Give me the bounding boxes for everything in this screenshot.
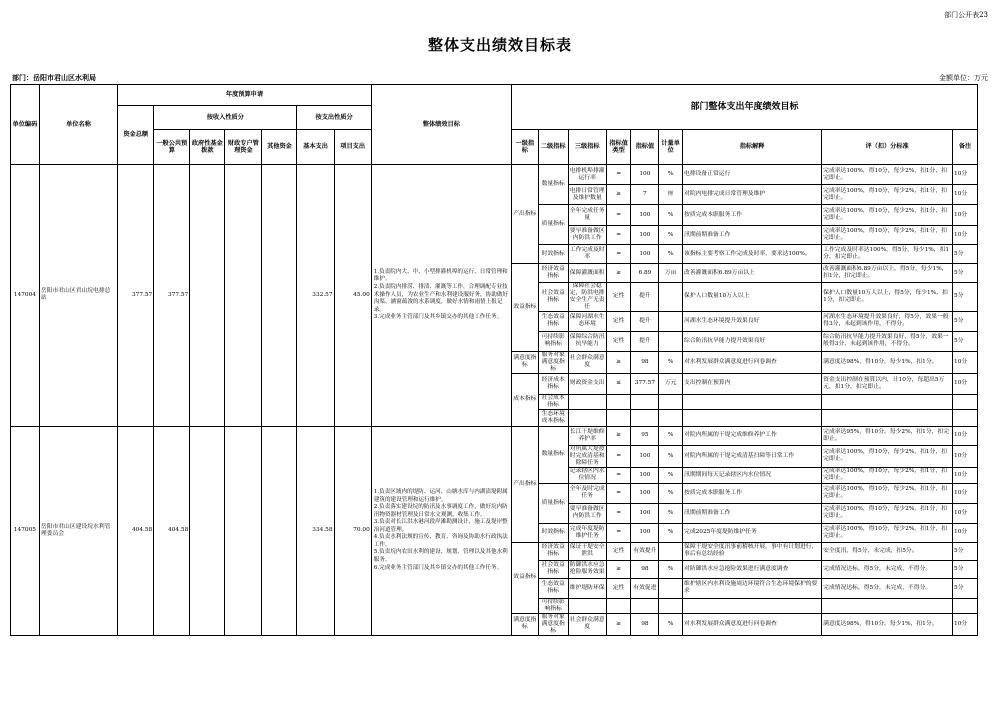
munit-cell: 座: [659, 185, 683, 205]
value-cell: 有效提升: [631, 542, 659, 560]
l3-cell: 保障灌溉面积: [568, 264, 606, 283]
header-code: 单位编码: [11, 85, 40, 165]
l2-cell: 可持续影响指标: [538, 598, 568, 613]
value-cell: 100: [631, 226, 659, 245]
vtype-cell: ≤: [606, 373, 631, 394]
explain-cell: 支出控制在预算内: [683, 373, 822, 394]
header-general: 一般公共预算: [154, 130, 190, 165]
l1-cell: 产出指标: [511, 165, 538, 264]
vtype-cell: ≥: [606, 264, 631, 283]
l2-cell: 生态环境成本指标: [538, 409, 568, 426]
explain-cell: 保障干堤安全度汛事前稽核开展，事中有计划进行，事后有总结经验: [683, 542, 822, 560]
unit-name-cell: 岳阳市君山区君山垸电排总站: [39, 165, 117, 427]
l3-cell: 防御洪水应急抢险服务效果: [568, 560, 606, 578]
vtype-cell: =: [606, 445, 631, 467]
munit-cell: %: [659, 445, 683, 467]
note-cell: 10分: [953, 613, 978, 635]
standard-cell: 保护人口数量10万人以上，得5分，每少1%，扣1分，扣完即止。: [822, 283, 953, 312]
explain-cell: 完成2025年度堤防维护任务: [683, 523, 822, 542]
value-cell: 377.57: [631, 373, 659, 394]
l2-cell: 时效指标: [538, 245, 568, 264]
vtype-cell: 定性: [606, 578, 631, 598]
munit-cell: [659, 283, 683, 312]
munit-cell: %: [659, 560, 683, 578]
vtype-cell: =: [606, 165, 631, 185]
header-name: 单位名称: [39, 85, 117, 165]
explain-cell: 改善灌溉面积6.89万亩以上: [683, 264, 822, 283]
note-cell: [953, 598, 978, 613]
vtype-cell: ≥: [606, 185, 631, 205]
header-perf-goal: 部门整体支出年度绩效目标: [511, 85, 977, 130]
l3-cell: 记录辖区内水位情况: [569, 468, 605, 482]
explain-cell: 汛期期间每天记录辖区内水位情况: [683, 467, 822, 483]
note-cell: [953, 409, 978, 426]
vtype-cell: 定性: [606, 542, 631, 560]
overall-goal-cell: 1.负责院内大、中、小型排灌机埠的运行、日常管理和维护。 2.负责院内排涝、排渍、灌溉等工作，合理调配专业技术操作人员，为农业生产和水利建设服好务，协助做好沟渠、涵窗疏浚的水系调度，做好水情和雨情上报记录。 3.完成业务主管部门及其乡镇交办的其他工作任务。: [371, 165, 511, 427]
header-value: 指标值: [631, 130, 659, 165]
vtype-cell: =: [606, 523, 631, 542]
value-cell: 98: [631, 351, 659, 373]
value-cell: [631, 409, 659, 426]
explain-cell: [683, 598, 822, 613]
vtype-cell: 定性: [606, 311, 631, 331]
value-cell: 6.89: [631, 264, 659, 283]
header-other: 其他资金: [262, 130, 297, 165]
gov-fund-cell: [190, 165, 225, 427]
standard-cell: 完成率达100%，得10分，每少2%，扣1分，扣完即止。: [822, 467, 953, 483]
header-l3: 三级指标: [568, 130, 606, 165]
explain-cell: 河湖水生态环境提升效果良好: [683, 311, 822, 331]
l1-cell: 满意度指标: [511, 613, 538, 635]
munit-cell: 万亩: [659, 264, 683, 283]
header-explain: 指标解释: [683, 130, 822, 165]
explain-cell: 汛期前期准备工作: [683, 226, 822, 245]
note-cell: 10分: [953, 373, 978, 394]
unit-code-cell: 147005: [11, 426, 40, 635]
value-cell: 100: [631, 467, 659, 483]
header-l2: 二级指标: [538, 130, 568, 165]
l1-cell: 效益指标: [511, 542, 538, 613]
l2-cell: 经济效益指标: [538, 264, 568, 283]
standard-cell: 完成情况达标，得5分，未完成，不得分。: [822, 560, 953, 578]
l3-cell: 电排机埠排灌运行率: [568, 165, 606, 185]
explain-cell: 对院内所属的干堤完成清基扫障等日常工作: [683, 445, 822, 467]
explain-cell: 按质完成本职服务工作: [683, 483, 822, 503]
total-cell: 404.58: [118, 426, 154, 635]
project-cell: 45.00: [334, 165, 371, 427]
l3-cell: 保证干堤安全泄洪: [568, 542, 606, 560]
note-cell: 10分: [953, 445, 978, 467]
standard-cell: 工作完成及时率达100%，得5分，每少1%，扣1分，扣完即止。: [822, 245, 953, 264]
note-cell: 10分: [953, 467, 978, 483]
munit-cell: [659, 598, 683, 613]
special-cell: [225, 426, 262, 635]
header-munit: 计量单位: [659, 130, 683, 165]
standard-cell: 资金支出控制在预算以内，计10分，每超出5万元，扣1分，扣完即止。: [822, 373, 953, 394]
value-cell: [631, 598, 659, 613]
standard-cell: [822, 394, 953, 409]
vtype-cell: =: [606, 503, 631, 523]
header-by-income: 按收入性质分: [154, 106, 297, 130]
standard-cell: 满意度达98%，得10分，每少1%，扣1分。: [822, 351, 953, 373]
munit-cell: %: [659, 205, 683, 226]
l2-cell: 服务对象满意度指标: [538, 351, 568, 373]
l2-cell: 服务对象满意度指标: [538, 613, 568, 635]
munit-cell: [659, 578, 683, 598]
explain-cell: 对院内电排完成日常管理及维护: [683, 185, 822, 205]
note-cell: 10分: [953, 426, 978, 445]
value-cell: [631, 394, 659, 409]
general-cell: 404.58: [154, 426, 190, 635]
value-cell: 提升: [631, 283, 659, 312]
standard-cell: 完成率达100%，得10分，每少2%，扣1分，扣完即止。: [822, 205, 953, 226]
l1-cell: 成本指标: [511, 373, 538, 426]
explain-cell: 保护人口数量10万人以上: [683, 283, 822, 312]
standard-cell: [822, 598, 953, 613]
l2-cell: 数量指标: [538, 426, 568, 483]
department-label: 部门：岳阳市君山区水利局: [12, 73, 96, 82]
standard-cell: 完成率达100%，得10分，每少2%，扣1分，扣完即止。: [822, 445, 953, 467]
note-cell: 10分: [953, 165, 978, 185]
l3-cell: 完成年度堤防维护任务: [568, 523, 606, 542]
standard-cell: 综合防汛抗旱能力提升效果良好，得5分，效果一般得3分，未起到该作用，不得分。: [822, 331, 953, 351]
note-cell: 10分: [953, 185, 978, 205]
standard-cell: 完成率达100%，得10分，每少2%，扣1分，扣完即止。: [822, 185, 953, 205]
munit-cell: [659, 409, 683, 426]
page-label: 部门公开表23: [944, 11, 988, 19]
value-cell: 95: [631, 426, 659, 445]
standard-cell: 改善灌溉面积6.89万亩以上，得5分，每少1%，扣1分，扣完即止。: [822, 264, 953, 283]
vtype-cell: =: [606, 226, 631, 245]
other-cell: [262, 426, 297, 635]
amount-unit-label: 金额单位：万元: [939, 74, 988, 82]
note-cell: 5分: [953, 245, 978, 264]
gov-fund-cell: [190, 426, 225, 635]
note-cell: 5分: [953, 578, 978, 598]
value-cell: 100: [631, 523, 659, 542]
l3-cell: 社会群众满意度: [568, 613, 606, 635]
explain-cell: 汛期前期准备工作: [683, 503, 822, 523]
note-cell: 10分: [953, 523, 978, 542]
value-cell: 100: [631, 205, 659, 226]
l3-cell: [568, 409, 606, 426]
standard-cell: 完成率达100%，得10分，每少2%，扣1分，扣完即止。: [822, 226, 953, 245]
value-cell: 100: [631, 245, 659, 264]
header-l1: 一级指标: [511, 130, 538, 165]
l2-cell: 数量指标: [538, 165, 568, 205]
note-cell: 10分: [953, 351, 978, 373]
value-cell: 提升: [631, 311, 659, 331]
l3-cell: 全年及时完成任务: [568, 483, 606, 503]
note-cell: 10分: [953, 226, 978, 245]
header-special: 财政专户管理资金: [225, 130, 262, 165]
other-cell: [262, 165, 297, 427]
note-cell: [953, 394, 978, 409]
l2-cell: 社会效益指标: [538, 283, 568, 312]
note-cell: 5分: [953, 264, 978, 283]
l2-cell: 经济效益指标: [538, 542, 568, 560]
special-cell: [225, 165, 262, 427]
munit-cell: %: [659, 245, 683, 264]
page-title: 整体支出绩效目标表: [427, 36, 572, 54]
vtype-cell: 定性: [606, 283, 631, 312]
project-cell: 70.00: [334, 426, 371, 635]
basic-cell: 334.58: [297, 426, 334, 635]
vtype-cell: 定性: [606, 331, 631, 351]
standard-cell: 完成情况达标，得5分，未完成，不得分。: [822, 578, 953, 598]
l3-cell: 保障综合防汛抗旱能力: [568, 331, 606, 351]
l3-cell: [568, 394, 606, 409]
l2-cell: 社会成本指标: [538, 394, 568, 409]
vtype-cell: ≥: [606, 613, 631, 635]
l3-cell: 对所属大堤按时完成清基和除障任务: [569, 445, 605, 466]
explain-cell: 对水利发展群众满意度进行问卷调查: [683, 351, 822, 373]
l2-cell: 生态效益指标: [538, 578, 568, 598]
header-note: 备注: [953, 130, 978, 165]
munit-cell: %: [659, 523, 683, 542]
explain-cell: 对水利发展群众满意度进行问卷调查: [683, 613, 822, 635]
overall-goal-cell: 1.负责区域内的堤防、运河、山塘水库与内湖渍堤附属建筑的建设管理和运行维护。 2.负责落实建设垸的防汛及水事调度工作，做好垸内防汛物资器材管理及日常水文观测、收集工作。 3.负责对长江洪水港河段岸滩勘测设计，施工及堤岸整治河道管理。 4.负责水利法规的宣传、教育、咨询及协助水行政执法工作。 5.负责垸内农田水利的建设、规划、管理以及其他水利服务。 6.完成业务主管部门及其乡镇交办的其他工作任务。: [371, 426, 511, 635]
vtype-cell: [606, 394, 631, 409]
explain-cell: 对院内所属的干堤完成维修养护工作: [683, 426, 822, 445]
vtype-cell: =: [606, 205, 631, 226]
explain-cell: 综合防汛抗旱能力提升效果良好: [683, 331, 822, 351]
explain-cell: 电排设备正常运行: [683, 165, 822, 185]
note-cell: 5分: [953, 331, 978, 351]
l1-cell: 效益指标: [511, 264, 538, 352]
munit-cell: %: [659, 351, 683, 373]
basic-cell: 332.57: [297, 165, 334, 427]
explain-cell: [683, 409, 822, 426]
standard-cell: 河湖水生态环境提升效果良好，得5分，效果一般得3分，未起到该作用，不得分。: [822, 311, 953, 331]
explain-cell: 该指标主要考察工作完成及时率，要求达100%。: [683, 245, 822, 264]
standard-cell: [822, 409, 953, 426]
munit-cell: %: [659, 483, 683, 503]
value-cell: 有效促进: [631, 578, 659, 598]
munit-cell: %: [659, 426, 683, 445]
header-project: 项目支出: [334, 130, 371, 165]
l2-cell: 生态效益指标: [538, 311, 568, 331]
l2-cell: 社会效益指标: [538, 560, 568, 578]
l2-cell: 质量指标: [538, 483, 568, 523]
explain-cell: 按质完成本职服务工作: [683, 205, 822, 226]
l3-cell: 要早准备做区内防洪工作: [568, 503, 606, 523]
l1-cell: 满意度指标: [511, 351, 538, 373]
standard-cell: 满意度达98%，得10分，每少1%，扣1分。: [822, 613, 953, 635]
value-cell: 100: [631, 483, 659, 503]
l3-cell: 工作完成及时率: [568, 245, 606, 264]
vtype-cell: =: [606, 467, 631, 483]
vtype-cell: ≥: [606, 351, 631, 373]
header-basic: 基本支出: [297, 130, 334, 165]
note-cell: 5分: [953, 283, 978, 312]
munit-cell: [659, 331, 683, 351]
l2-cell: 可持续影响指标: [538, 331, 568, 351]
l2-cell: 质量指标: [538, 205, 568, 245]
note-cell: 5分: [953, 542, 978, 560]
value-cell: 100: [631, 503, 659, 523]
unit-name-cell: 岳阳市君山区建设垸水利管理委员会: [39, 426, 117, 635]
header-total: 资金总额: [118, 106, 154, 165]
l2-cell: 经济成本指标: [538, 373, 568, 394]
table-row: [11, 165, 978, 185]
note-cell: 5分: [953, 560, 978, 578]
value-cell: 98: [631, 613, 659, 635]
l2-cell: 时效指标: [538, 523, 568, 542]
munit-cell: 万元: [659, 373, 683, 394]
l3-cell: 要早准备做区内防洪工作: [568, 226, 606, 245]
value-cell: 100: [631, 445, 659, 467]
munit-cell: %: [659, 503, 683, 523]
munit-cell: %: [659, 165, 683, 185]
note-cell: 10分: [953, 205, 978, 226]
vtype-cell: [606, 409, 631, 426]
note-cell: 10分: [953, 483, 978, 503]
value-cell: 7: [631, 185, 659, 205]
vtype-cell: [606, 598, 631, 613]
explain-cell: 对防御洪水应急抢险效果进行满意度调查: [683, 560, 822, 578]
explain-cell: [683, 394, 822, 409]
note-cell: 5分: [953, 311, 978, 331]
l3-cell: 财政资金支出: [568, 373, 606, 394]
vtype-cell: =: [606, 245, 631, 264]
l3-cell: 维护堤防环保: [568, 578, 606, 598]
vtype-cell: =: [606, 483, 631, 503]
munit-cell: %: [659, 467, 683, 483]
header-overall-goal: 整体绩效目标: [371, 85, 511, 165]
header-annual-budget: 年度预算申请: [118, 85, 372, 106]
l1-cell: 产出指标: [511, 426, 538, 542]
general-cell: 377.57: [154, 165, 190, 427]
l3-cell: 全年完成任务量: [568, 205, 606, 226]
value-cell: 提升: [631, 331, 659, 351]
unit-code-cell: 147004: [11, 165, 40, 427]
table-row: [11, 426, 978, 445]
munit-cell: [659, 311, 683, 331]
total-cell: 377.57: [118, 165, 154, 427]
l3-cell: 长江干堤维修养护率: [568, 426, 606, 445]
l3-cell: 社会群众满意度: [568, 351, 606, 373]
munit-cell: %: [659, 613, 683, 635]
value-cell: 100: [631, 165, 659, 185]
l3-cell: 电排日常管理及维护数量: [568, 185, 606, 205]
header-gov-fund: 政府性基金拨款: [190, 130, 225, 165]
standard-cell: 完成率达100%，得10分，每少2%，扣1分，扣完即止。: [822, 165, 953, 185]
value-cell: 98: [631, 560, 659, 578]
standard-cell: 完成率达100%，得10分，每少2%，扣1分，扣完即止。: [822, 483, 953, 503]
header-vtype: 指标值类型: [606, 130, 631, 165]
munit-cell: [659, 542, 683, 560]
explain-cell: 维护辖区内水利设施周边环境符合生态环境保护的要求: [683, 578, 822, 598]
l3-cell: 保障河湖水生态环境: [568, 311, 606, 331]
vtype-cell: ≥: [606, 426, 631, 445]
vtype-cell: ≥: [606, 560, 631, 578]
standard-cell: 完成率达100%，得10分，每少2%，扣1分，扣完即止。: [822, 523, 953, 542]
standard-cell: 完成率达95%，得10分，每少2%，扣1分，扣完即止。: [822, 426, 953, 445]
performance-table: [10, 84, 978, 636]
header-by-expense: 按支出性质分: [297, 106, 371, 130]
note-cell: 10分: [953, 503, 978, 523]
standard-cell: 完成率达100%，得10分，每少2%，扣1分，扣完即止。: [822, 503, 953, 523]
munit-cell: [659, 394, 683, 409]
l3-cell: [568, 598, 606, 613]
header-standard: 评（扣）分标准: [822, 130, 953, 165]
munit-cell: %: [659, 226, 683, 245]
l3-cell: 保障社会稳定，防洪电排安全生产无责任: [569, 283, 605, 310]
standard-cell: 安全度汛，得5分，未完成，扣5分。: [822, 542, 953, 560]
